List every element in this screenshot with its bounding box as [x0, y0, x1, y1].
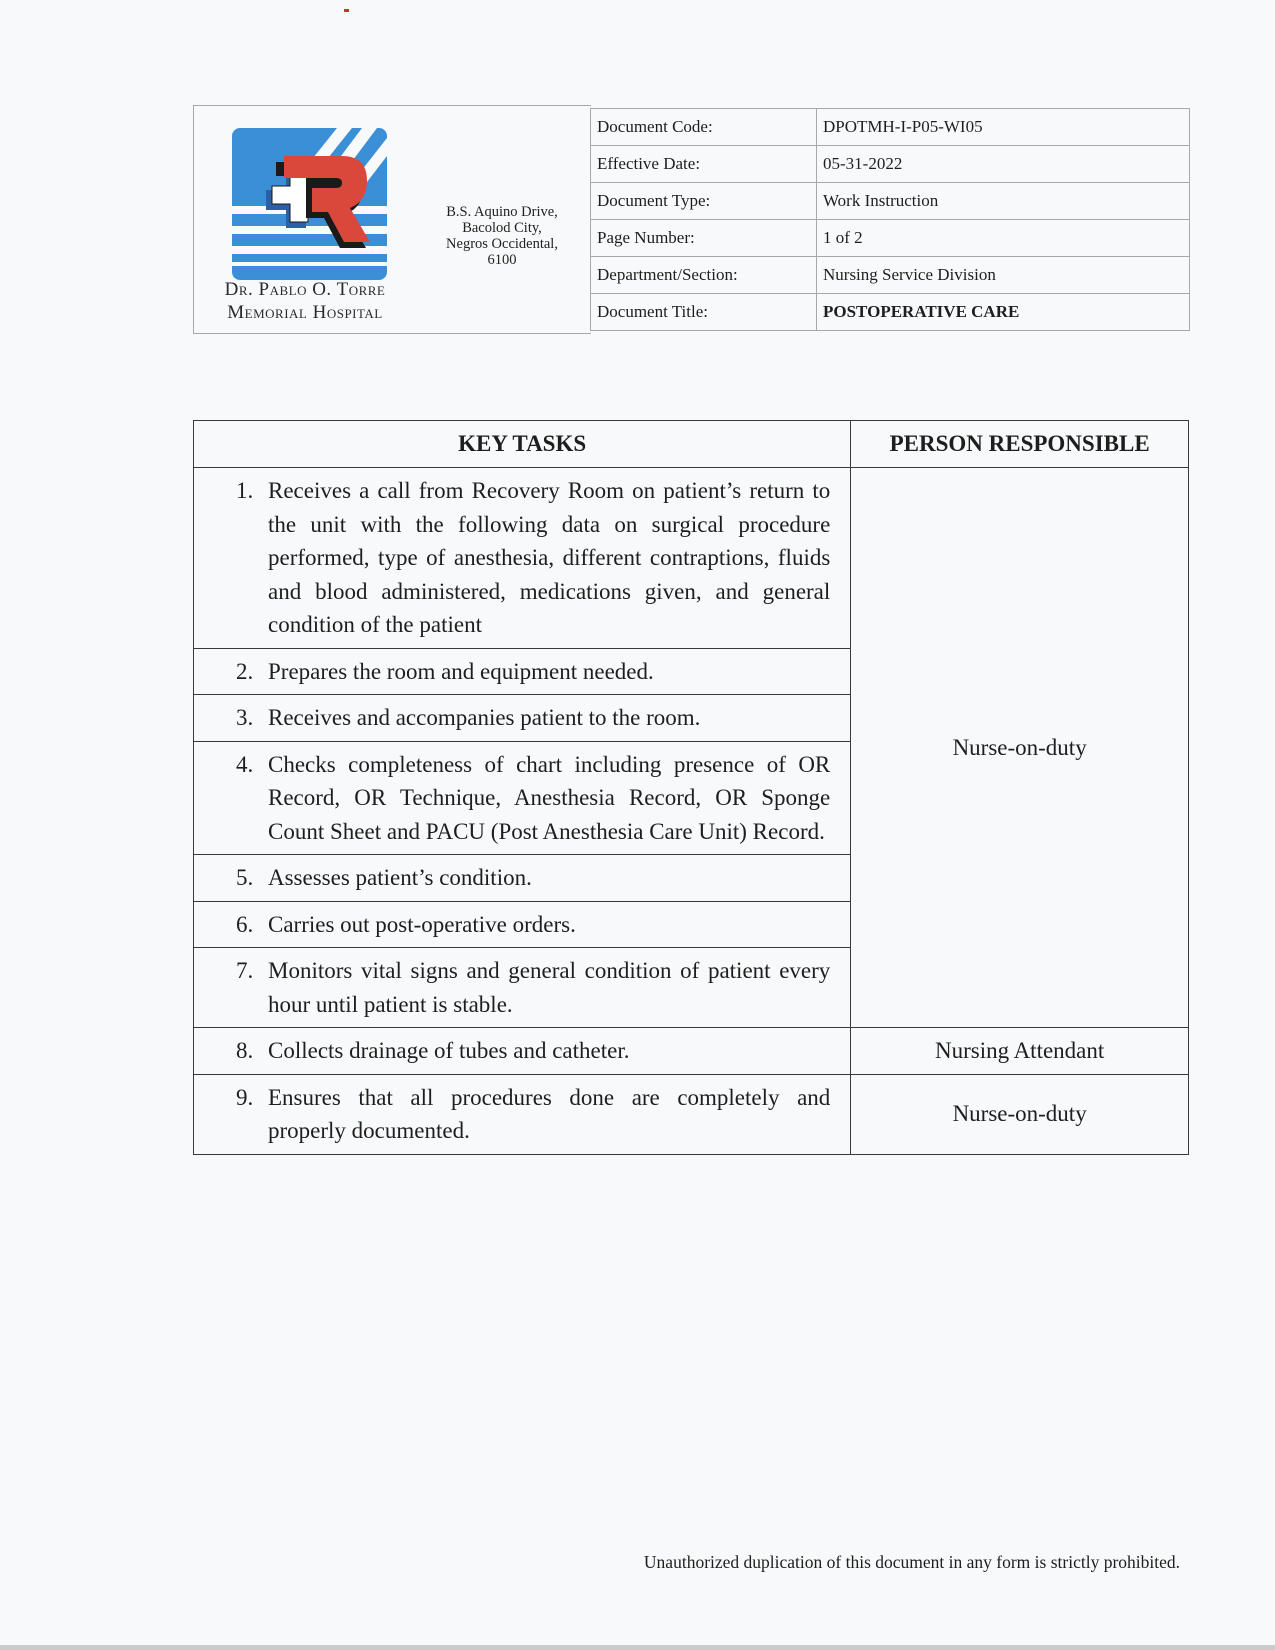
task-number: 7.: [236, 958, 254, 983]
person-responsible: Nurse-on-duty: [851, 468, 1189, 1028]
task-number: 3.: [236, 705, 254, 730]
meta-label: Document Title:: [591, 294, 817, 331]
scan-artifact: [344, 9, 349, 12]
hospital-name-line2: Memorial Hospital: [227, 302, 383, 323]
task-text: Receives and accompanies patient to the room.: [268, 705, 701, 730]
table-header-row: [194, 421, 1189, 468]
task-text: Monitors vital signs and general condition of patient every hour until patient is stable.: [268, 958, 831, 1017]
meta-value: 05-31-2022: [817, 146, 1190, 183]
table-row: [194, 1074, 1189, 1154]
address-line: 6100: [487, 252, 517, 268]
task-text: Checks completeness of chart including presence of OR Record, OR Technique, Anesthesia Record, OR Sponge Count Sheet and PACU (Post Anesthesia Care Unit) Record.: [268, 751, 831, 844]
task-cell: [194, 901, 851, 948]
person-responsible: Nurse-on-duty: [851, 1074, 1189, 1154]
task-number: 4.: [236, 751, 254, 777]
meta-label: Document Code:: [591, 109, 817, 146]
table-row: [194, 468, 1189, 649]
hospital-name: [194, 278, 416, 324]
task-text: Collects drainage of tubes and catheter.: [268, 1038, 630, 1063]
task-number: 5.: [236, 865, 254, 890]
meta-row-effective-date: [591, 146, 1190, 183]
person-responsible: Nursing Attendant: [851, 1028, 1189, 1075]
document-title: POSTOPERATIVE CARE: [817, 294, 1190, 331]
meta-row-page-number: [591, 220, 1190, 257]
task-cell: [194, 1074, 851, 1154]
task-text: Assesses patient’s condition.: [268, 865, 532, 890]
document-header: [193, 105, 1192, 334]
hospital-block: [193, 105, 591, 334]
meta-row-document-type: [591, 183, 1190, 220]
task-number: 8.: [236, 1038, 254, 1063]
task-number: 2.: [236, 658, 254, 684]
task-number: 6.: [236, 911, 254, 937]
task-cell: [194, 948, 851, 1028]
document-meta-table: [590, 108, 1190, 331]
task-cell: [194, 695, 851, 742]
column-header-key-tasks: KEY TASKS: [194, 421, 851, 468]
meta-row-document-title: [591, 294, 1190, 331]
hospital-name-line1: Dr. Pablo O. Torre: [224, 279, 386, 300]
scan-edge: [0, 1645, 1275, 1650]
meta-label: Department/Section:: [591, 257, 817, 294]
meta-row-document-code: [591, 109, 1190, 146]
hospital-logo-icon: [232, 128, 387, 280]
address-line: Negros Occidental,: [446, 236, 558, 252]
task-text: Ensures that all procedures done are completely and properly documented.: [268, 1084, 831, 1143]
footer-notice: Unauthorized duplication of this document in any form is strictly prohibited.: [643, 1552, 1180, 1572]
column-header-person-responsible: PERSON RESPONSIBLE: [851, 421, 1189, 468]
task-text: Carries out post-operative orders.: [268, 911, 576, 937]
table-row: [194, 1028, 1189, 1075]
hospital-address: [416, 204, 588, 268]
meta-row-department: [591, 257, 1190, 294]
key-tasks-table: [193, 420, 1189, 1155]
meta-label: Page Number:: [591, 220, 817, 257]
task-number: 9.: [236, 1084, 254, 1110]
task-text: Receives a call from Recovery Room on patient’s return to the unit with the following data on surgical procedure performed, type of anesthesia, different contraptions, fluids and blood administered, medications given, and general condition of the patient: [268, 478, 831, 637]
task-cell: [194, 468, 851, 649]
address-line: B.S. Aquino Drive,: [446, 204, 558, 220]
meta-value: DPOTMH-I-P05-WI05: [817, 109, 1190, 146]
meta-value: Nursing Service Division: [817, 257, 1190, 294]
meta-label: Effective Date:: [591, 146, 817, 183]
task-text: Prepares the room and equipment needed.: [268, 658, 654, 684]
meta-value: Work Instruction: [817, 183, 1190, 220]
meta-label: Document Type:: [591, 183, 817, 220]
meta-value: 1 of 2: [817, 220, 1190, 257]
task-number: 1.: [236, 478, 254, 503]
task-cell: [194, 1028, 851, 1075]
task-cell: [194, 648, 851, 695]
address-line: Bacolod City,: [462, 220, 542, 236]
task-cell: [194, 855, 851, 902]
task-cell: [194, 741, 851, 855]
